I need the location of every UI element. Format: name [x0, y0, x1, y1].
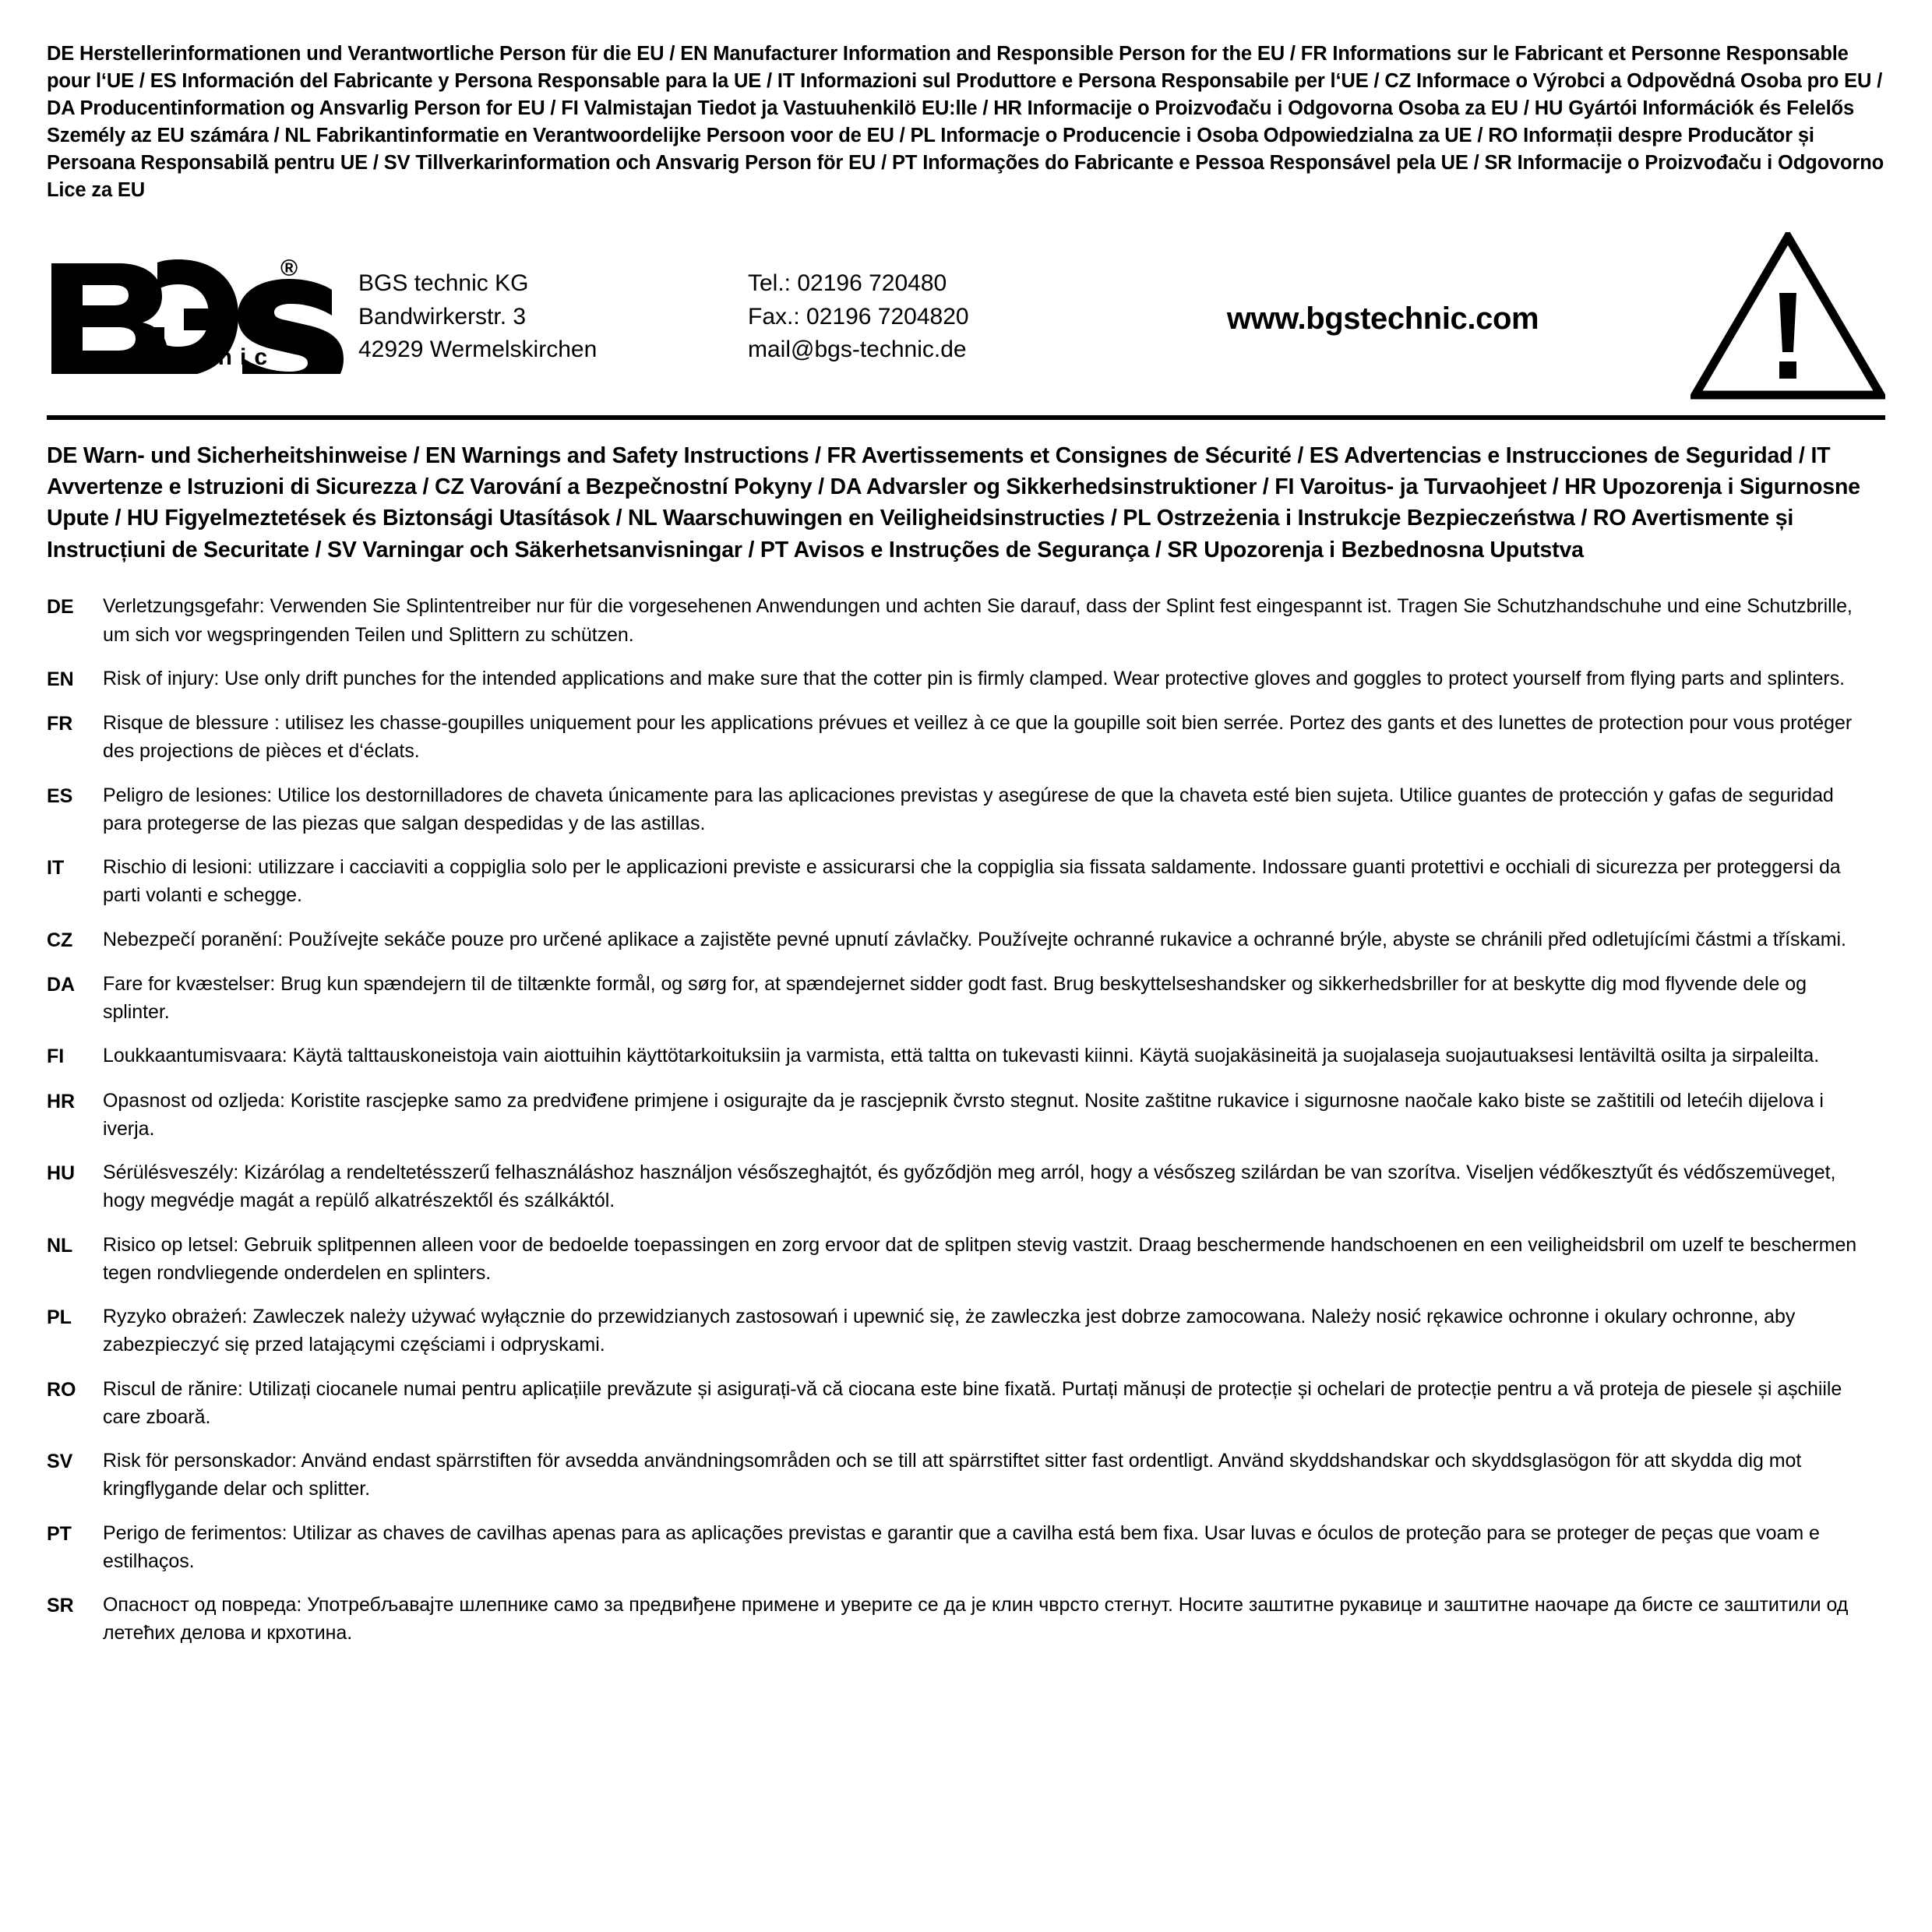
company-email: mail@bgs-technic.de	[748, 337, 967, 363]
company-tel: Tel.: 02196 720480	[748, 270, 947, 297]
language-text: Peligro de lesiones: Utilice los destornilladores de chaveta únicamente para las aplicaciones previstas y asegúrese de que la chaveta esté bien sujeta. Utilice guantes de protección y gafas de seguridad para protegerse de las piezas que salgan despedidas y de las astillas.	[103, 784, 1834, 834]
list-item	[47, 1042, 1885, 1070]
warnings-heading: DE Warn- und Sicherheitshinweise / EN Warnings and Safety Instructions / FR Avertissements et Consignes de Sécurité / ES Advertencias e Instrucciones de Seguridad / IT Avvertenze e Istruzioni di Sicurezza / CZ Varování a Bezpečnostní Pokyny / DA Advarsler og Sikkerhedsinstruktioner / FI Varoitus- ja Turvaohjeet / HR Upozorenja i Sigurnosne Upute / HU Figyelmeztetések és Biztonsági Utasítások / NL Waarschuwingen en Veiligheidsinstructies / PL Ostrzeżenia i Instrukcje Bezpieczeństwa / RO Avertismente și Instrucțiuni de Securitate / SV Varningar och Säkerhetsanvisningar / PT Avisos e Instruções de Segurança / SR Upozorenja i Bezbednosna Uputstva	[47, 442, 1860, 562]
list-item	[47, 592, 1885, 649]
language-text: Verletzungsgefahr: Verwenden Sie Splintentreiber nur für die vorgesehenen Anwendungen und achten Sie darauf, dass der Splint fest eingespannt ist. Tragen Sie Schutzhandschuhe und eine Schutzbrille, um sich vor wegspringenden Teilen und Splittern zu schützen.	[103, 595, 1853, 646]
company-fax: Fax.: 02196 7204820	[748, 303, 969, 330]
language-text: Fare for kvæstelser: Brug kun spændejern til de tiltænkte formål, og sørg for, at spændejernet sidder godt fast. Brug beskyttelseshandsker og sikkerhedsbriller for at beskytte dig mod flyvende dele og splinter.	[103, 972, 1807, 1024]
language-code: DE	[47, 596, 74, 619]
warning-triangle	[1667, 232, 1885, 400]
list-item	[47, 1158, 1885, 1215]
language-text: Rischio di lesioni: utilizzare i cacciaviti a coppiglia solo per le applicazioni previste e assicurarsi che la coppiglia sia fissata saldamente. Indossare guanti protettivi e occhiali di sicurezza per proteggersi da parti volanti e schegge.	[103, 856, 1841, 907]
bgs-logo	[47, 257, 358, 374]
language-code: IT	[47, 857, 65, 880]
language-code: NL	[47, 1234, 73, 1257]
language-text: Ryzyko obrażeń: Zawleczek należy używać wyłącznie do przewidzianych zastosowań i upewnić się, że zawleczka jest dobrze zamocowana. Należy nosić rękawice ochronne i okulary ochronne, aby zabezpieczyć się przed latającymi częściami i odpryskami.	[103, 1306, 1796, 1356]
list-item	[47, 665, 1885, 693]
language-code: ES	[47, 784, 73, 807]
language-code: SV	[47, 1451, 73, 1473]
company-info-band	[47, 224, 1885, 412]
language-code: PL	[47, 1306, 72, 1329]
language-text: Sérülésveszély: Kizárólag a rendeltetésszerű felhasználáshoz használjon vésőszeghajtót, és győződjön meg arról, hogy a vésőszeg szilárdan be van szorítva. Viseljen védőkesztyűt és védőszemüveget, hogy megvédje magát a repülő alkatrészektől és szálkáktól.	[103, 1162, 1836, 1212]
list-item	[47, 1303, 1885, 1359]
list-item	[47, 853, 1885, 910]
language-text: Опасност од повреда: Употребљавајте шлепнике само за предвиђене примене и уверите се да је клин чврсто стегнут. Носите заштитне рукавице и заштитне наочаре да бисте се заштитили од летећих делова и крхотина.	[103, 1594, 1849, 1645]
list-item	[47, 970, 1885, 1027]
list-item	[47, 1087, 1885, 1144]
language-text: Loukkaantumisvaara: Käytä talttauskoneistoja vain aiottuihin käyttötarkoituksiin ja varmista, että taltta on tukevasti kiinni. Käytä suojakäsineitä ja suojalaseja suojautuaksesi lentäviltä osilta ja sirpaleilta.	[103, 1045, 1820, 1067]
language-code: CZ	[47, 929, 73, 951]
manufacturer-info-heading: DE Herstellerinformationen und Verantwortliche Person für die EU / EN Manufacturer Information and Responsible Person for the EU / FR Informations sur le Fabricant et Personne Responsable pour l‘UE / ES Información del Fabricante y Persona Responsable para la UE / IT Informazioni sul Produttore e Persona Responsabile per l‘UE / CZ Informace o Výrobci a Odpovědná Osoba pro EU / DA Producentinformation og Ansvarlig Person for EU / FI Valmistajan Tiedot ja Vastuuhenkilö EU:lle / HR Informacije o Proizvođaču i Odgovorna Osoba za EU / HU Gyártói Információk és Felelős Személy az EU számára / NL Fabrikantinformatie en Verantwoordelijke Persoon voor de EU / PL Informacje o Producencie i Osoba Odpowiedzialna za UE / RO Informații despre Producător și Persoana Responsabilă pentru UE / SV Tillverkarinformation och Ansvarig Person för EU / PT Informações do Fabricante e Pessoa Responsável pela UE / SR Informacije o Proizvođaču i Odgovorno Lice za EU	[47, 43, 1884, 201]
language-text: Risk för personskador: Använd endast spärrstiften för avsedda användningsområden och se till att spärrstiftet sitter fast ordentligt. Använd skyddshandskar och skyddsglasögon för att skydda dig mot kringflygande delar och splitter.	[103, 1450, 1802, 1500]
language-code: HU	[47, 1162, 76, 1185]
list-item	[47, 781, 1885, 838]
list-item	[47, 925, 1885, 954]
list-item	[47, 709, 1885, 766]
warning-triangle-icon	[1690, 232, 1885, 400]
language-text: Risque de blessure : utilisez les chasse-goupilles uniquement pour les applications prévues et veillez à ce que la goupille soit bien serrée. Portez des gants et des lunettes de protection pour vous protéger des projections de pièces et d‘éclats.	[103, 712, 1853, 763]
language-code: PT	[47, 1522, 72, 1545]
language-code: DA	[47, 973, 76, 996]
language-code: FI	[47, 1045, 65, 1068]
language-code: SR	[47, 1595, 74, 1617]
header-divider	[47, 415, 1885, 420]
logo-registered-mark: ®	[280, 256, 298, 282]
company-contact	[748, 264, 1098, 367]
list-item	[47, 1231, 1885, 1288]
list-item	[47, 1591, 1885, 1648]
company-name: BGS technic KG	[358, 270, 529, 297]
language-text: Nebezpečí poranění: Používejte sekáče pouze pro určené aplikace a zajistěte pevné upnutí závlačky. Používejte ochranné rukavice a ochranné brýle, abyste se chránili před odletujícími částmi a třískami.	[103, 928, 1846, 950]
language-text: Risico op letsel: Gebruik splitpennen alleen voor de bedoelde toepassingen en zorg ervoor dat de splitpen stevig vastzit. Draag beschermende handschoenen en een veiligheidsbril om uzelf te beschermen tegen rondvliegende onderdelen en splinters.	[103, 1233, 1857, 1284]
list-item	[47, 1447, 1885, 1504]
company-street: Bandwirkerstr. 3	[358, 303, 527, 330]
language-code: EN	[47, 668, 74, 690]
language-code: FR	[47, 713, 73, 735]
warnings-list	[47, 592, 1885, 1647]
company-website: www.bgstechnic.com	[1226, 301, 1539, 336]
logo-subtext: technic	[139, 344, 276, 371]
list-item	[47, 1375, 1885, 1432]
language-code: RO	[47, 1378, 76, 1401]
language-text: Risk of injury: Use only drift punches for the intended applications and make sure that the cotter pin is firmly clamped. Wear protective gloves and goggles to protect yourself from flying parts and splinters.	[103, 667, 1846, 689]
company-city: 42929 Wermelskirchen	[358, 337, 598, 363]
company-address	[358, 264, 748, 367]
language-text: Riscul de rănire: Utilizați ciocanele numai pentru aplicațiile prevăzute și asigurați-vă că ciocana este bine fixată. Purtați mănuși de protecție și ochelari de protecție pentru a vă proteja de piesele și așchiile care zboară.	[103, 1377, 1842, 1428]
language-text: Opasnost od ozljeda: Koristite rascjepke samo za predviđene primjene i osigurajte da je rascjepnik čvrsto stegnut. Nosite zaštitne rukavice i sigurnosne naočale kako biste se zaštitili od letećih dijelova i iverja.	[103, 1089, 1824, 1140]
language-text: Perigo de ferimentos: Utilizar as chaves de cavilhas apenas para as aplicações previstas e garantir que a cavilha está bem fixa. Usar luvas e óculos de proteção para se proteger de peças que voam e estilhaços.	[103, 1521, 1820, 1572]
language-code: HR	[47, 1090, 76, 1112]
list-item	[47, 1519, 1885, 1576]
